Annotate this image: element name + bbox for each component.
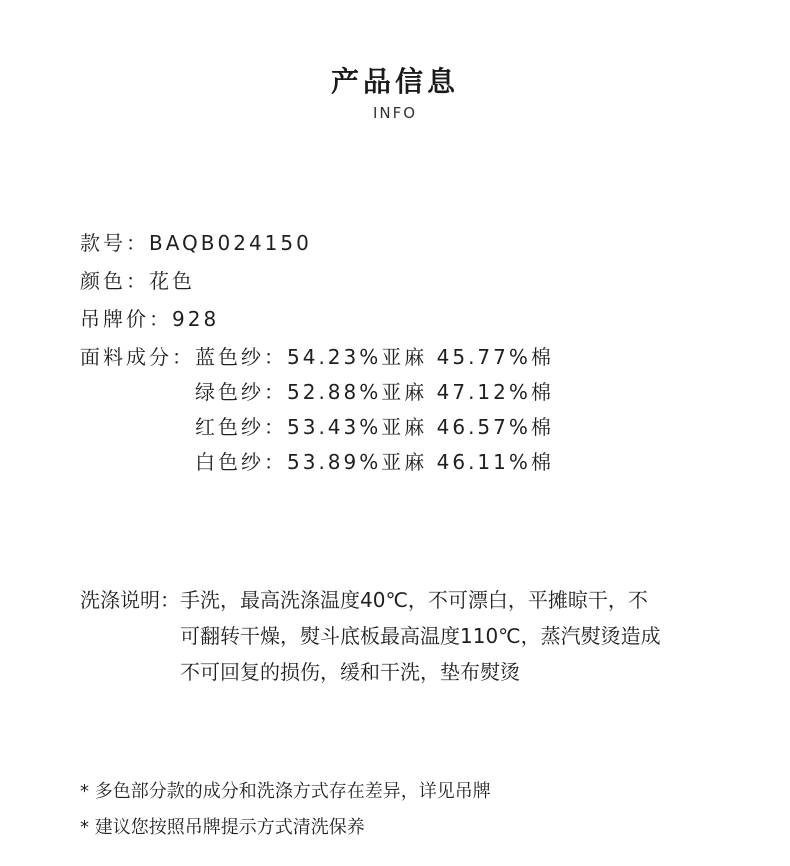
- product-info: [80, 228, 554, 482]
- care-lines: [180, 582, 661, 690]
- care-line: 可翻转干燥，熨斗底板最高温度110℃，蒸汽熨烫造成: [180, 624, 661, 648]
- fabric-label: 面料成分：: [80, 345, 195, 369]
- fabric-row-blue: 蓝色纱：54.23%亚麻 45.77%棉: [195, 345, 554, 369]
- fabric-row-white: 白色纱：53.89%亚麻 46.11%棉: [195, 450, 554, 474]
- note-variation: * 多色部分款的成分和洗涤方式存在差异，详见吊牌: [80, 781, 491, 802]
- fabric-composition: [80, 342, 554, 482]
- care-line: 手洗，最高洗涤温度40℃，不可漂白，平摊晾干，不: [180, 588, 648, 612]
- footnotes: [80, 774, 491, 846]
- note-care-advice: * 建议您按照吊牌提示方式清洗保养: [80, 817, 365, 838]
- color-info: 颜色：花色: [80, 269, 195, 293]
- care-instructions: [80, 582, 661, 690]
- care-line: 不可回复的损伤，缓和干洗，垫布熨烫: [180, 660, 520, 684]
- page-title: 产品信息: [330, 65, 459, 98]
- tag-price: 吊牌价：928: [80, 307, 220, 331]
- care-label: 洗涤说明：: [80, 588, 180, 612]
- fabric-row-green: 绿色纱：52.88%亚麻 47.12%棉: [195, 380, 554, 404]
- style-number: 款号：BAQB024150: [80, 231, 312, 255]
- fabric-row-red: 红色纱：53.43%亚麻 46.57%棉: [195, 415, 554, 439]
- fabric-rows: [195, 342, 554, 482]
- page-subtitle: INFO: [372, 104, 418, 122]
